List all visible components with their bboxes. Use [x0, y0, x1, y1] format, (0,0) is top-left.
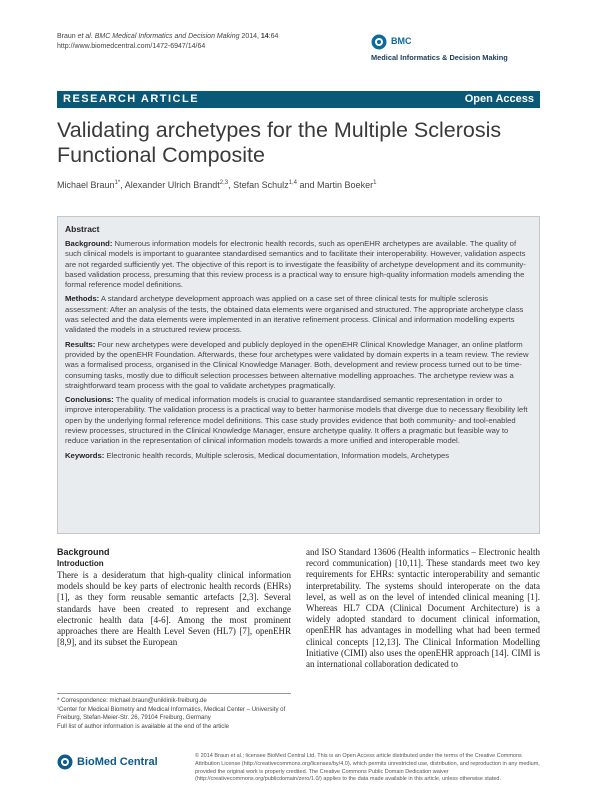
- abstract-methods: [65, 294, 531, 335]
- abstract-heading: Abstract: [65, 224, 100, 234]
- abstract-label: Results:: [65, 339, 96, 349]
- citation-article: :64: [268, 33, 279, 40]
- author-name: Alexander Ulrich Brandt: [124, 180, 220, 190]
- title-line-2: Functional Composite: [57, 143, 265, 167]
- abstract-text: Four new archetypes were developed and publicly deployed in the openEHR Clinical Knowledge Manager, an online platform provided by the openEHR Foundation. Afterwards, these four archetypes were validated by domain experts in a team review. The review was a formalised process, organised in the Clinical Knowledge Manager. Both, development and review process turned out to be time-consuming tasks, mostly due to difficult selection processes between alternative modelling approaches. The archetype review was a straightforward team process with the goal to validate archetypes pragmatically.: [65, 339, 529, 390]
- author-separator: ,: [228, 180, 234, 190]
- publisher-name: BioMed Central: [77, 756, 158, 768]
- journal-name: Medical Informatics & Decision Making: [371, 53, 508, 62]
- abstract-background: [65, 239, 531, 290]
- author-name: Michael Braun: [57, 180, 115, 190]
- title-line-1: Validating archetypes for the Multiple Sclerosis: [57, 118, 502, 142]
- citation-line: [57, 32, 377, 42]
- abstract-label: Methods:: [65, 294, 100, 304]
- open-access-label: Open Access: [464, 93, 534, 105]
- abstract-label: Background:: [65, 239, 113, 248]
- article-type-label: RESEARCH ARTICLE: [63, 93, 200, 105]
- body-column-left: [57, 547, 291, 648]
- body-column-right: [306, 547, 540, 670]
- citation-etal: et al.: [77, 33, 93, 40]
- abstract-text: Electronic health records, Multiple sclerosis, Medical documentation, Information models, Archetypes: [104, 450, 450, 460]
- abstract-body: [65, 239, 531, 465]
- author-name: Stefan Schulz: [233, 180, 289, 190]
- subsection-heading: Introduction: [57, 559, 104, 568]
- article-type-banner: [57, 91, 540, 108]
- abstract-label: Keywords:: [65, 450, 105, 460]
- author-name: Martin Boeker: [317, 180, 374, 190]
- author-affiliation: 2,3: [219, 180, 229, 186]
- bmc-logo-text: BMC: [391, 36, 412, 46]
- author-affiliation: 1: [373, 180, 377, 186]
- abstract-text: The quality of medical information models is crucial to guarantee standardised semantic representation in order to improve interoperability. The validation process is a practical way to better harmonise models that diverge due to necessary flexibility left open by the underlying formal reference model definitions. This case study provides evidence that both community- and tool-enabled review processes, structured in the Clinical Knowledge Manager, ensure archetype quality. It offers a pragmatic but feasible way to reduce variation in the representation of clinical information models towards a more unified and interoperable model.: [65, 395, 528, 446]
- abstract-keywords: [65, 451, 531, 461]
- biomed-central-logo-icon: [57, 754, 73, 770]
- body-paragraph: and ISO Standard 13606 (Health informatics – Electronic health record communication) [10,11]. These standards meet two key requirements for EHRs: syntactic interoperability and semantic interpretability. The systems should interoperate on the data level, as well as on the level of intended clinical meaning [1]. Whereas HL7 CDA (Clinical Document Architecture) is a widely adopted standard to document clinical information, openEHR has advantages in modelling what had been termed clinical concepts [12,13]. The Clinical Information Modelling Initiative (CIMI) also uses the openEHR approach [14]. CIMI is an international collaboration dedicated to: [306, 547, 540, 670]
- abstract-text: A standard archetype development approach was applied on a case set of three clinical tests for multiple sclerosis assessment: After an analysis of the tests, the obtained data elements were organised and structured. The appropriate archetype class was selected and the data elements were implemented in an iterative refinement process. Clinical and information modelling experts validated the models in a structured review process.: [65, 294, 524, 335]
- abstract-text: Numerous information models for electronic health records, such as openEHR archetypes are available. The quality of such clinical models is important to guarantee standardised semantics and to facilitate their interoperability. However, validation aspects are not regarded sufficiently yet. The objective of this report is to investigate the feasibility of archetype development and its community-based validation process, presuming that this review process is a practical way to ensure high-quality information models amending the formal reference model definitions.: [65, 239, 526, 290]
- abstract-label: Conclusions:: [65, 395, 114, 405]
- bmc-logo-icon: [371, 34, 387, 50]
- citation-year: 2014,: [239, 33, 261, 40]
- author-affiliation: 1,4: [288, 180, 298, 186]
- affiliation-note: ¹Center for Medical Biometry and Medical Informatics, Medical Center – University of Freiburg, Stefan-Meier-Str. 26, 79104 Freiburg, Germany: [57, 705, 286, 722]
- citation-volume: 14: [260, 33, 269, 40]
- correspondence-note: * Correspondence: michael.braun@uniklinik-freiburg.de: [57, 697, 207, 704]
- journal-logo: [371, 30, 541, 70]
- article-url[interactable]: http://www.biomedcentral.com/1472-6947/14/64: [57, 43, 206, 50]
- author-affiliation: 1*: [114, 180, 121, 186]
- article-title: [57, 118, 540, 168]
- abstract-box: [57, 216, 540, 534]
- footnote-divider: [57, 693, 291, 694]
- body-paragraph: There is a desideratum that high-quality clinical information models should be key parts of electronic health records (EHRs) [1], as they form reusable semantic artefacts [2,3]. Several standards have been created to represent and exchange electronic health data [4-6]. Among the most prominent approaches there are Health Level Seven (HL7) [7], openEHR [8,9], and its subset the European: [57, 570, 291, 648]
- abstract-results: [65, 340, 531, 391]
- copyright-notice: © 2014 Braun et al.; licensee BioMed Central Ltd. This is an Open Access article distributed under the terms of the Creative Commons Attribution License (http://creativecommons.org/licenses/by/4.0), which permits unrestricted use, distribution, and reproduction in any medium, provided the original work is properly credited. The Creative Commons Public Domain Dedication waiver (http://creativecommons.org/publicdomain/zero/1.0/) applies to the data made available in this article, unless otherwise stated.: [195, 753, 540, 783]
- section-heading: Background: [57, 547, 110, 557]
- citation-authors: Braun: [57, 33, 78, 40]
- abstract-conclusions: [65, 395, 531, 446]
- citation-journal: BMC Medical Informatics and Decision Making: [92, 33, 240, 40]
- publisher-logo: [57, 753, 182, 773]
- author-info-note: Full list of author information is available at the end of the article: [57, 722, 230, 730]
- author-separator: and: [297, 180, 318, 190]
- author-separator: ,: [120, 180, 125, 190]
- author-list: [57, 180, 540, 190]
- footnote-block: [57, 697, 291, 731]
- citation-block: [57, 32, 377, 52]
